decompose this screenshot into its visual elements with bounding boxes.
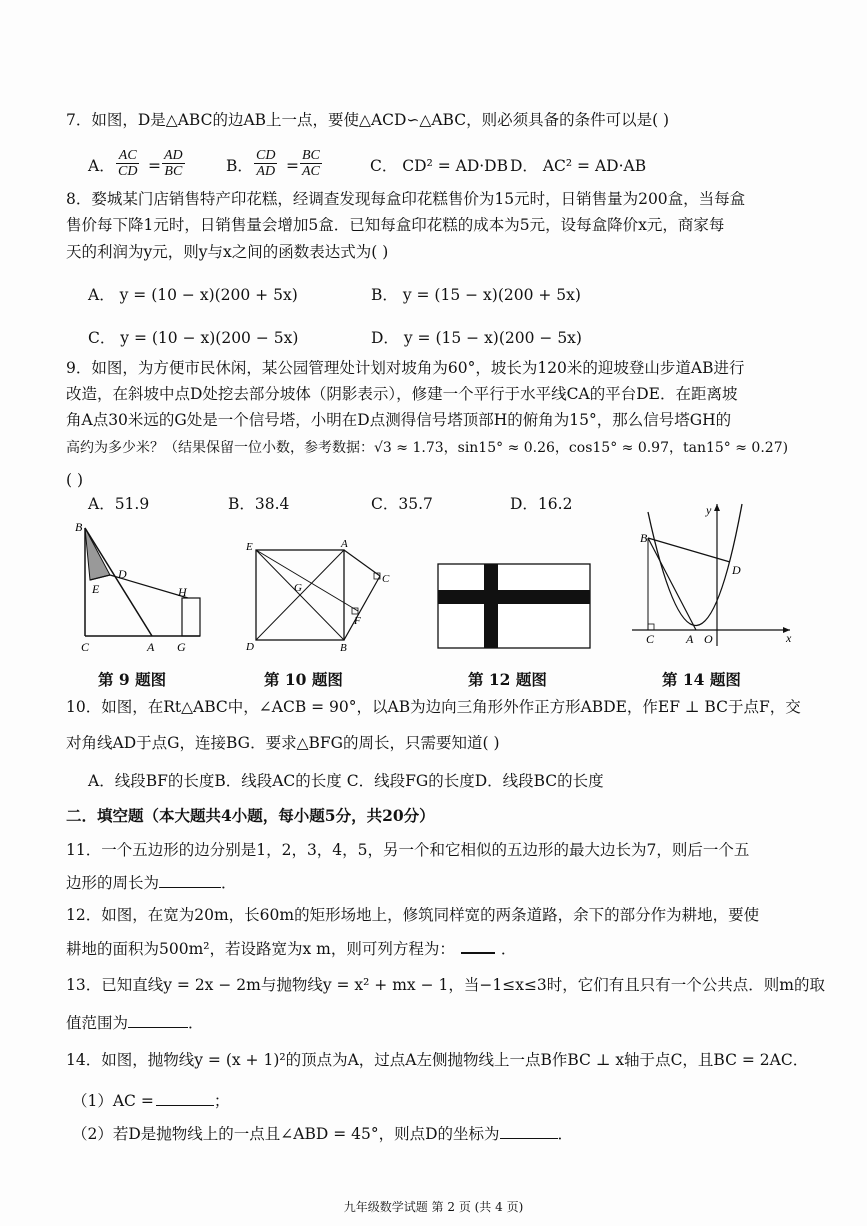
fig10-label-f: F [354, 615, 361, 627]
fig10-label-e: E [246, 541, 253, 553]
q7-stem: 7．如图，D是△ABC的边AB上一点，要使△ACD∽△ABC，则必须具备的条件可以是( ) [66, 111, 670, 129]
fig10-label-g: G [294, 582, 302, 594]
page-footer: 九年级数学试题 第 2 页 (共 4 页) [343, 1200, 524, 1214]
q8-option-d: D． y = (15 − x)(200 − 5x) [371, 329, 582, 347]
q14-sub2: （2）若D是抛物线上的一点且∠ABD = 45°，则点D的坐标为 ． [72, 1125, 574, 1143]
q8-line1: 8．婺城某门店销售特产印花糕，经调查发现每盒印花糕售价为15元时，日销售量为200盒，当每盒 [66, 190, 746, 208]
q13-line1: 13．已知直线y = 2x − 2m与抛物线y = x² + mx − 1，当−1≤x≤3时，它们有且只有一个公共点．则m的取 [66, 976, 825, 994]
q10-options: A．线段BF的长度B．线段AC的长度 C．线段FG的长度D．线段BC的长度 [88, 772, 604, 790]
figure-9 [70, 518, 220, 653]
q7-option-b-frac2: $\frac{BC}{AC}$ [302, 148, 320, 179]
q9-option-a: A．51.9 [88, 495, 150, 513]
q10-line1: 10．如图，在Rt△ABC中，∠ACB = 90°，以AB为边向三角形外作正方形ABDE，作EF ⊥ BC于点F，交 [66, 698, 801, 716]
fig10-label-b: B [340, 642, 347, 654]
section-2-heading: 二．填空题（本大题共4小题，每小题5分，共20分） [66, 806, 435, 825]
q8-option-b: B． y = (15 − x)(200 + 5x) [371, 286, 581, 304]
fig10-label-a: A [341, 538, 348, 550]
fig9-label-c: C [81, 640, 90, 653]
q7-option-a-label: A． [88, 157, 115, 175]
q14-sub1-answer-blank[interactable] [156, 1105, 214, 1106]
q7-option-c: C． CD² = AD·DB [370, 157, 508, 175]
q7-option-a-frac1: $\frac{AC}{CD}$ [118, 148, 138, 179]
fig14-label-a: A [686, 632, 694, 646]
q9-option-b: B．38.4 [228, 495, 290, 513]
fig9-label-d: D [118, 567, 127, 581]
q9-line2: 改造，在斜坡中点D处挖去部分坡体（阴影表示），修建一个平行于水平线CA的平台DE．在距离坡 [66, 385, 738, 403]
q8-option-c: C． y = (10 − x)(200 − 5x) [88, 329, 299, 347]
q14-sub2-answer-blank[interactable] [500, 1138, 558, 1139]
figure-10-caption: 第 10 题图 [264, 670, 343, 689]
q12-line2: 耕地的面积为500m²，若设路宽为x m，则可列方程为： ． [66, 940, 517, 958]
q7-option-b-label: B． [226, 157, 253, 175]
q8-line3: 天的利润为y元，则y与x之间的函数表达式为( ) [66, 243, 389, 261]
fig10-label-c: C [382, 573, 390, 585]
q9-line1: 9．如图，为方便市民休闲，某公园管理处计划对坡角为60°，坡长为120米的迎坡登山步道AB进行 [66, 359, 745, 377]
figure-12 [436, 560, 596, 652]
q12-line1: 12．如图，在宽为20m，长60m的矩形场地上，修筑同样宽的两条道路，余下的部分作为耕地，要使 [66, 906, 760, 924]
figure-14-caption: 第 14 题图 [662, 670, 741, 689]
fig9-label-g: G [177, 640, 186, 653]
fig9-label-e: E [92, 582, 100, 596]
fig9-label-a: A [147, 640, 155, 653]
q9-option-c: C．35.7 [371, 495, 433, 513]
figure-9-caption: 第 9 题图 [98, 670, 167, 689]
q12-answer-blank[interactable] [461, 952, 495, 954]
q13-line2: 值范围为 ． [66, 1014, 204, 1032]
q14-sub1: （1）AC = ； [72, 1092, 230, 1110]
q11-answer-blank[interactable] [159, 887, 221, 888]
fig14-label-x: x [786, 631, 792, 645]
q13-answer-blank[interactable] [128, 1027, 188, 1028]
q9-line4: 高约为多少米？（结果保留一位小数，参考数据：√3 ≈ 1.73，sin15° ≈ 0.26，cos15° ≈ 0.97，tan15° ≈ 0.27) [66, 440, 789, 456]
fig14-label-d: D [732, 563, 741, 577]
fig14-label-b: B [640, 531, 648, 545]
figure-12-caption: 第 12 题图 [468, 670, 547, 689]
fig14-label-c: C [646, 632, 655, 646]
fig14-label-o: O [704, 632, 713, 646]
fig9-label-h: H [178, 585, 187, 599]
q11-line1: 11．一个五边形的边分别是1，2，3，4，5，另一个和它相似的五边形的最大边长为7，则后一个五 [66, 841, 750, 859]
q9-line3: 角A点30米远的G处是一个信号塔，小明在D点测得信号塔顶部H的俯角为15°，那么信号塔GH的 [66, 411, 732, 429]
fig10-label-d: D [246, 641, 254, 653]
figure-14 [630, 498, 805, 648]
q8-line2: 售价每下降1元时，日销售量会增加5盒．已知每盒印花糕的成本为5元，设每盒降价x元，商家每 [66, 216, 725, 234]
fig9-label-b: B [75, 520, 83, 534]
q7-option-a-frac2: $\frac{AD}{BC}$ [164, 148, 183, 179]
figure-10 [240, 538, 400, 656]
q9-paren: ( ) [66, 471, 84, 489]
q8-option-a: A． y = (10 − x)(200 + 5x) [88, 286, 298, 304]
q14-line1: 14．如图，抛物线y = (x + 1)²的顶点为A，过点A左侧抛物线上一点B作BC ⊥ x轴于点C，且BC = 2AC． [66, 1051, 809, 1069]
q11-line2: 边形的周长为 ． [66, 874, 237, 892]
q7-option-d: D． AC² = AD·AB [510, 157, 647, 175]
q9-option-d: D．16.2 [510, 495, 573, 513]
q7-option-b-frac1: $\frac{CD}{AD}$ [256, 148, 276, 179]
fig14-label-y: y [706, 503, 712, 517]
q10-line2: 对角线AD于点G，连接BG．要求△BFG的周长，只需要知道( ) [66, 734, 500, 752]
